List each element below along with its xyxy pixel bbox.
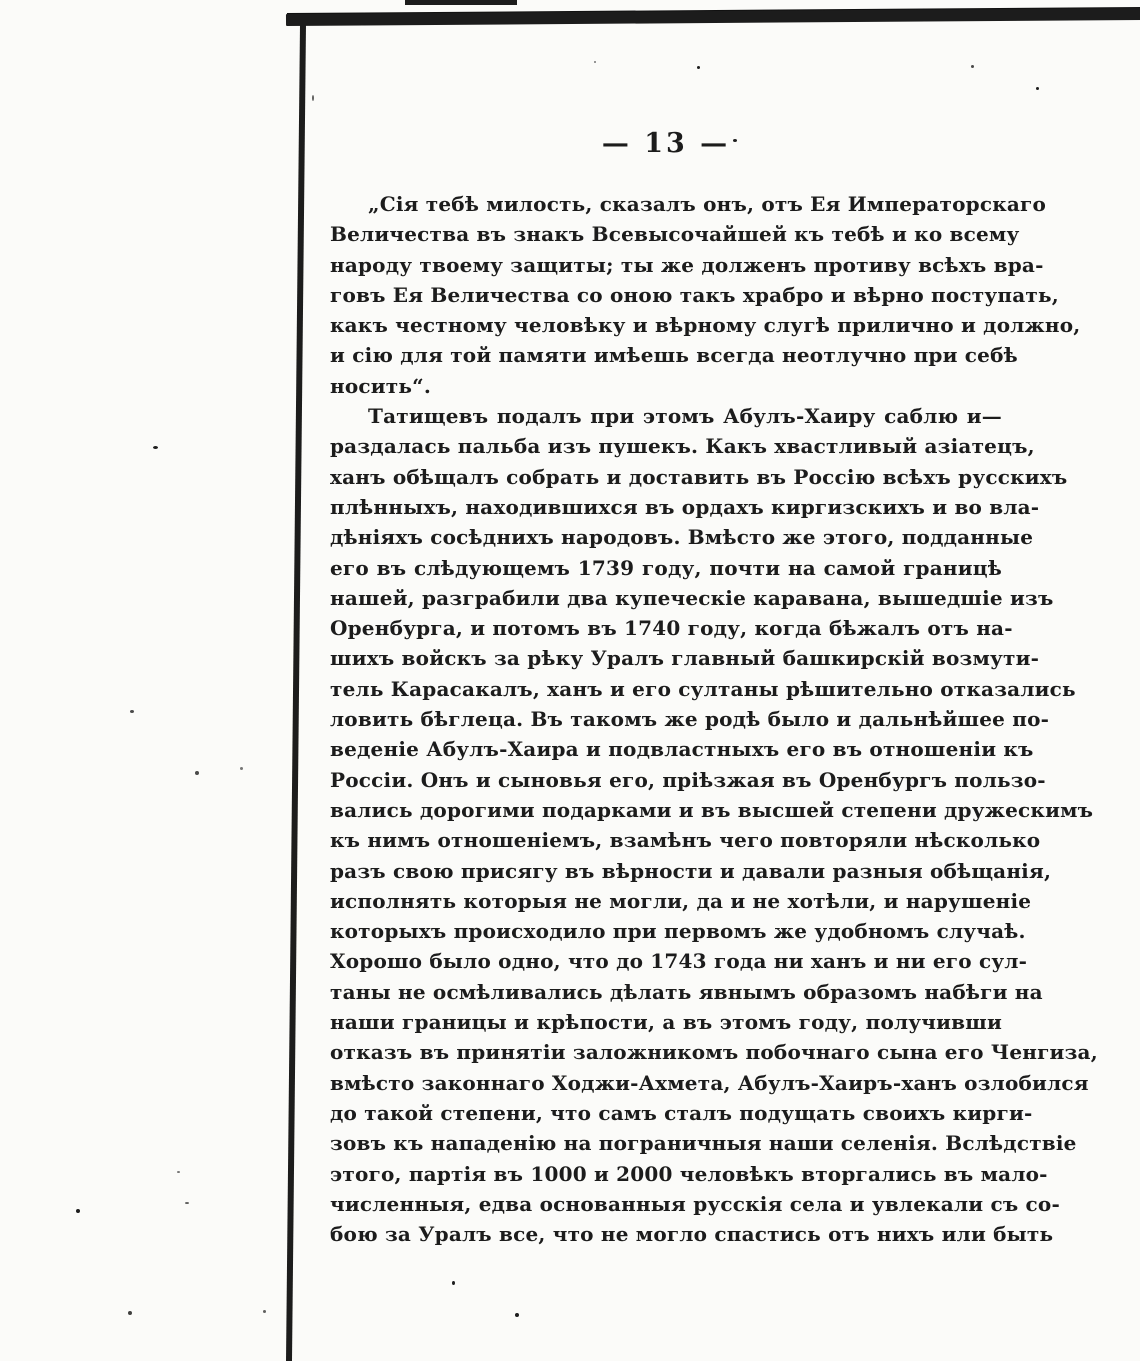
scan-speck <box>177 1171 180 1173</box>
text-line: Величества въ знакъ Всевысочайшей къ тебѣ и ко всему <box>330 222 1020 247</box>
scan-speck <box>240 767 243 770</box>
text-line: зовъ къ нападенію на пограничныя наши селенія. Вслѣдствіе <box>330 1131 1077 1156</box>
text-line: его въ слѣдующемъ 1739 году, почти на самой границѣ <box>330 555 1002 580</box>
page-text <box>330 189 1098 1249</box>
text-line: къ нимъ отношеніемъ, взамѣнъ чего повторяли нѣсколько <box>330 828 1041 853</box>
text-line: говъ Ея Величества со оною такъ храбро и вѣрно поступать, <box>330 282 1059 307</box>
text-line: дѣніяхъ сосѣднихъ народовъ. Вмѣсто же этого, подданные <box>330 525 1034 550</box>
text-line: ханъ обѣщалъ собрать и доставить въ Россію всѣхъ русскихъ <box>330 464 1068 489</box>
text-line: нашей, разграбили два купеческіе каравана, вышедшіе изъ <box>330 585 1054 610</box>
scan-speck <box>153 446 158 449</box>
scan-speck <box>312 95 314 101</box>
text-line: „Сія тебѣ милость, сказалъ онъ, отъ Ея Императорскаго <box>368 192 1047 216</box>
scan-speck <box>733 139 737 142</box>
text-line: Хорошо было одно, что до 1743 года ни ханъ и ни его сул- <box>330 949 1028 974</box>
scan-speck <box>971 65 974 68</box>
text-line: тель Карасакалъ, ханъ и его султаны рѣшительно отказались <box>330 676 1076 701</box>
page-edge-line <box>286 16 306 1361</box>
text-line: таны не осмѣливались дѣлать явнымъ образомъ набѣги на <box>330 979 1043 1004</box>
text-line: численныя, едва основанныя русскія села и увлекали съ со- <box>330 1191 1060 1216</box>
page-number: — 13 — <box>601 128 731 159</box>
text-line: разъ свою присягу въ вѣрности и давали разныя обѣщанія, <box>330 858 1052 883</box>
text-line: исполнять которыя не могли, да и не хотѣли, и нарушеніе <box>330 888 1032 913</box>
text-line: Оренбурга, и потомъ въ 1740 году, когда бѣжалъ отъ на- <box>330 616 1013 641</box>
text-line: отказъ въ принятіи заложникомъ побочнаго сына его Ченгиза, <box>330 1040 1098 1065</box>
text-line: носить“. <box>330 373 432 398</box>
text-line: Татищевъ подалъ при этомъ Абулъ-Хаиру саблю и— <box>368 404 1002 429</box>
text-line: которыхъ происходило при первомъ же удобномъ случаѣ. <box>330 919 1026 944</box>
scan-speck <box>185 1202 189 1204</box>
text-line: вались дорогими подарками и въ высшей степени дружескимъ <box>330 797 1094 822</box>
scan-top-bar <box>286 8 1140 26</box>
text-line: бою за Уралъ все, что не могло спастись отъ нихъ или быть <box>330 1222 1054 1247</box>
scan-speck <box>515 1313 519 1317</box>
text-line: этого, партія въ 1000 и 2000 человѣкъ вторгались въ мало- <box>330 1161 1048 1186</box>
text-line: ловить бѣглеца. Въ такомъ же родѣ было и дальнѣйшее по- <box>330 707 1050 732</box>
scan-speck <box>76 1209 80 1213</box>
scan-speck <box>128 1311 132 1315</box>
text-line: шихъ войскъ за рѣку Уралъ главный башкирскій возмути- <box>330 646 1040 671</box>
scan-speck <box>452 1281 455 1285</box>
scan-speck <box>697 66 700 69</box>
text-line: и сію для той памяти имѣешь всегда неотлучно при себѣ <box>330 343 1018 368</box>
text-line: раздалась пальба изъ пушекъ. Какъ хвастливый азіатецъ, <box>330 434 1035 459</box>
text-line: народу твоему защиты; ты же долженъ противу всѣхъ вра- <box>330 252 1044 277</box>
text-line: вмѣсто законнаго Ходжи-Ахмета, Абулъ-Хаиръ-ханъ озлобился <box>330 1070 1089 1095</box>
text-line: до такой степени, что самъ сталъ подущать своихъ кирги- <box>330 1100 1033 1125</box>
scan-speck <box>130 710 134 713</box>
scan-speck <box>263 1310 266 1313</box>
scan-speck <box>195 771 199 775</box>
text-line: Россіи. Онъ и сыновья его, пріѣзжая въ Оренбургъ пользо- <box>330 767 1046 792</box>
scan-edge-fragment <box>405 0 517 5</box>
text-line: плѣнныхъ, находившихся въ ордахъ киргизскихъ и во вла- <box>330 494 1040 519</box>
text-line: наши границы и крѣпости, а въ этомъ году, получивши <box>330 1010 1002 1035</box>
text-line: веденіе Абулъ-Хаира и подвластныхъ его въ отношеніи къ <box>330 737 1034 762</box>
scan-speck <box>594 61 596 63</box>
scan-speck <box>1036 87 1039 90</box>
text-line: какъ честному человѣку и вѣрному слугѣ прилично и должно, <box>330 313 1081 338</box>
